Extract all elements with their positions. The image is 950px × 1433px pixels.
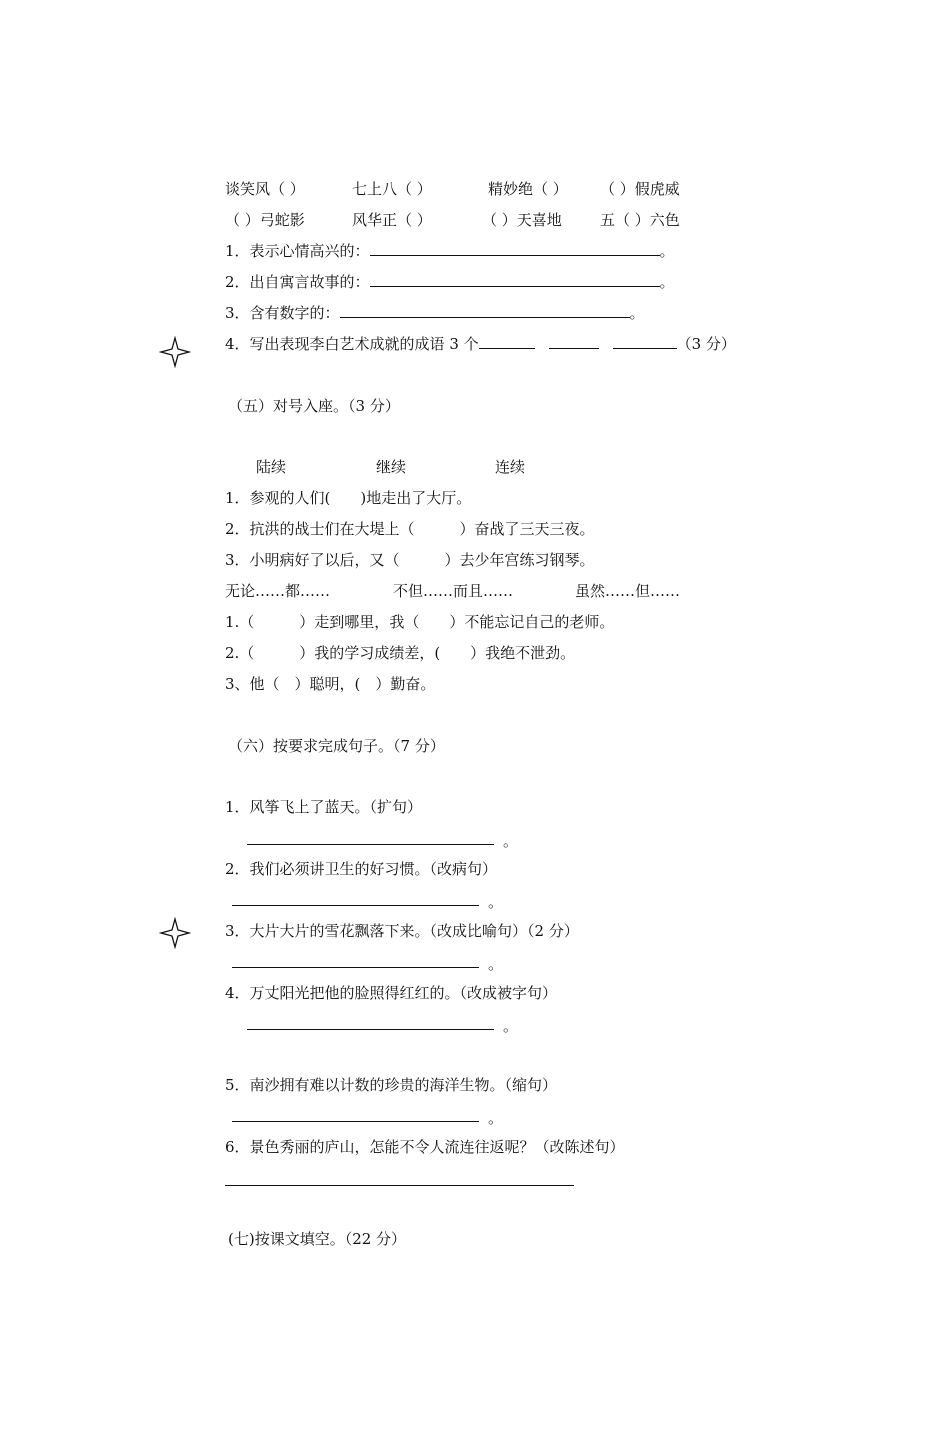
period: 。 [488, 955, 504, 973]
fill-item: 3、他（ ）聪明，( ）勤奋。 [225, 675, 436, 693]
idiom-cell: 五（ ）六色 [600, 211, 680, 229]
fill-item: 3．小明病好了以后，又（ ）去少年宫练习钢琴。 [225, 551, 595, 569]
four-point-star-icon [159, 336, 191, 368]
idiom-cell: 谈笑风（ ） [225, 180, 305, 198]
idiom-cell: （ ）天喜地 [482, 211, 562, 229]
idiom-question: 2．出自寓言故事的： 。 [225, 273, 675, 291]
section-title: （六）按要求完成句子。（7 分） [228, 737, 445, 755]
conjunction-option: 虽然……但…… [575, 582, 681, 600]
period: 。 [488, 1109, 504, 1127]
sentence-item: 5．南沙拥有难以计数的珍贵的海洋生物。（缩句） [225, 1076, 558, 1094]
conjunction-option: 无论……都…… [225, 582, 331, 600]
answer-line[interactable] [232, 905, 479, 906]
word-option: 陆续 [256, 458, 287, 476]
period: 。 [503, 832, 519, 850]
sentence-item: 2．我们必须讲卫生的好习惯。（改病句） [225, 860, 498, 878]
four-point-star-icon [159, 917, 191, 949]
answer-line[interactable] [232, 967, 479, 968]
answer-line[interactable] [247, 844, 494, 845]
idiom-cell: （ ）弓蛇影 [225, 211, 305, 229]
sentence-item: 1．风筝飞上了蓝天。（扩句） [225, 798, 423, 816]
sentence-item: 4．万丈阳光把他的脸照得红红的。（改成被字句） [225, 984, 558, 1002]
fill-item: 1．参观的人们( )地走出了大厅。 [225, 489, 472, 507]
answer-blank[interactable] [340, 303, 630, 318]
answer-blank[interactable] [370, 272, 660, 287]
idiom-cell: 七上八（ ） [352, 180, 432, 198]
fill-item: 2.（ ）我的学习成绩差，( ）我绝不泄劲。 [225, 644, 576, 662]
period: 。 [488, 893, 504, 911]
idiom-cell: （ ）假虎威 [600, 180, 680, 198]
fill-item: 1.（ ）走到哪里，我（ ）不能忘记自己的老师。 [225, 613, 615, 631]
word-option: 继续 [376, 458, 407, 476]
sentence-item: 3．大片大片的雪花飘落下来。（改成比喻句）（2 分） [225, 922, 579, 940]
conjunction-option: 不但……而且…… [393, 582, 514, 600]
idiom-question: 4．写出表现李白艺术成就的成语 3 个 （3 分） [225, 335, 736, 353]
word-option: 连续 [495, 458, 526, 476]
answer-line[interactable] [225, 1185, 574, 1186]
section-title: (七)按课文填空。（22 分） [228, 1230, 407, 1248]
answer-line[interactable] [232, 1121, 479, 1122]
answer-blank[interactable] [479, 334, 535, 349]
sentence-item: 6．景色秀丽的庐山，怎能不令人流连往返呢？（改陈述句） [225, 1138, 625, 1156]
fill-item: 2．抗洪的战士们在大堤上（ ）奋战了三天三夜。 [225, 520, 595, 538]
idiom-cell: 精妙绝（ ） [488, 180, 568, 198]
idiom-question: 3．含有数字的： 。 [225, 304, 645, 322]
answer-blank[interactable] [613, 334, 677, 349]
period: 。 [503, 1017, 519, 1035]
answer-blank[interactable] [549, 334, 599, 349]
idiom-question: 1．表示心情高兴的： 。 [225, 242, 675, 260]
idiom-cell: 风华正（ ） [352, 211, 432, 229]
section-title: （五）对号入座。（3 分） [228, 397, 400, 415]
answer-line[interactable] [247, 1029, 494, 1030]
answer-blank[interactable] [370, 241, 660, 256]
